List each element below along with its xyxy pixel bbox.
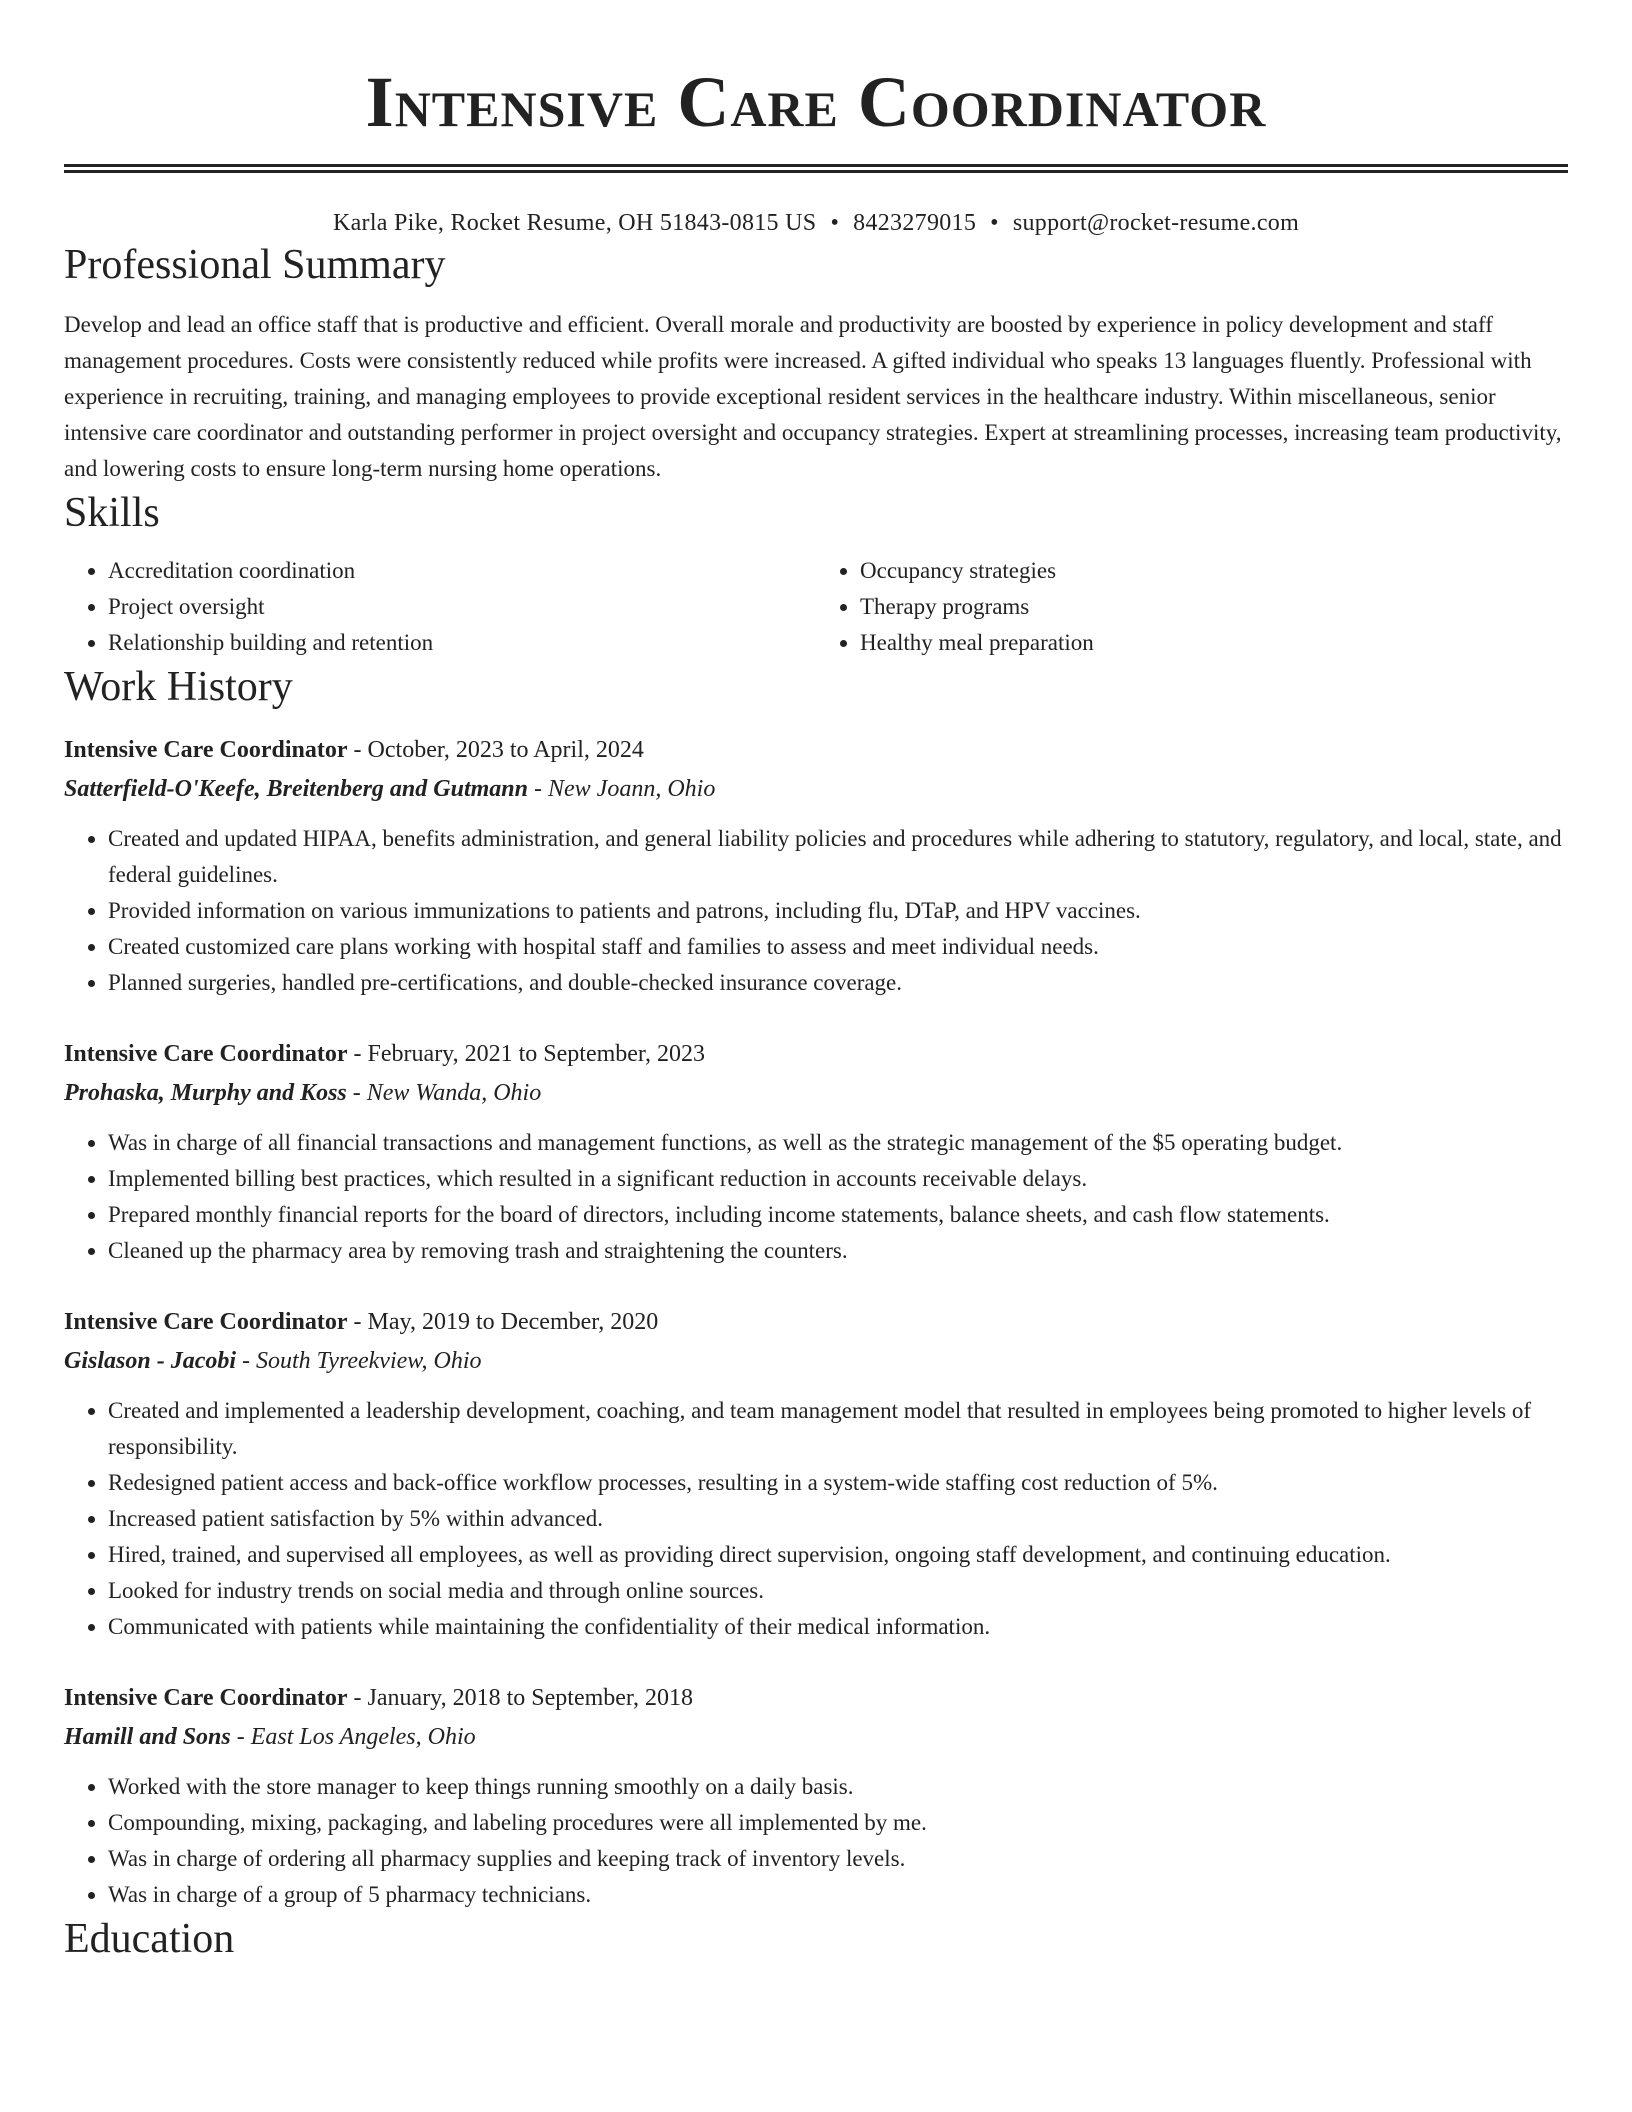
job-header: [64, 1679, 1568, 1717]
job-dash: -: [346, 1080, 367, 1106]
contact-phone: 8423279015: [853, 210, 977, 236]
job-entry: [64, 1679, 1568, 1913]
contact-separator: •: [990, 210, 999, 236]
job-dates: May, 2019 to December, 2020: [367, 1309, 659, 1335]
job-dates: February, 2021 to September, 2023: [367, 1041, 705, 1067]
skill-item: • Healthy meal preparation: [860, 625, 1568, 661]
job-employer: [64, 769, 1568, 809]
skills-column-left: [64, 553, 816, 661]
job-bullets: [64, 1769, 1568, 1913]
job-bullet: • Redesigned patient access and back-office workflow processes, resulting in a system-wide staffing cost reduction of 5%.: [108, 1465, 1568, 1501]
job-company: Gislason - Jacobi: [64, 1348, 237, 1374]
job-bullets: [64, 821, 1568, 1001]
job-dash: -: [347, 1685, 368, 1711]
skill-item: • Therapy programs: [860, 589, 1568, 625]
resume-title: Intensive Care Coordinator: [365, 62, 1267, 142]
job-dates: January, 2018 to September, 2018: [367, 1685, 693, 1711]
work-history-heading: Work History: [64, 664, 293, 710]
job-bullets: [64, 1125, 1568, 1269]
skills-heading: Skills: [64, 490, 160, 536]
title-divider: [64, 164, 1568, 173]
job-bullet: • Prepared monthly financial reports for the board of directors, including income statements, balance sheets, and cash flow statements.: [108, 1197, 1568, 1233]
job-location: New Wanda, Ohio: [366, 1080, 542, 1106]
resume-page: [64, 0, 1568, 1965]
contact-email: support@rocket-resume.com: [1012, 210, 1300, 236]
job-header: [64, 1035, 1568, 1073]
job-bullet: • Created and updated HIPAA, benefits administration, and general liability policies and procedures while adhering to statutory, regulatory, and local, state, and federal guidelines.: [108, 821, 1568, 893]
job-bullet: • Looked for industry trends on social media and through online sources.: [108, 1573, 1568, 1609]
job-dash: -: [347, 1309, 368, 1335]
job-bullet: • Worked with the store manager to keep things running smoothly on a daily basis.: [108, 1769, 1568, 1805]
job-title: Intensive Care Coordinator: [64, 737, 348, 763]
job-employer: [64, 1341, 1568, 1381]
contact-line: [64, 207, 1568, 239]
job-dash: -: [230, 1724, 251, 1750]
job-location: East Los Angeles, Ohio: [250, 1724, 476, 1750]
skills-list: [64, 553, 1568, 661]
job-entry: [64, 731, 1568, 1001]
job-employer: [64, 1717, 1568, 1757]
job-company: Hamill and Sons: [64, 1724, 231, 1750]
job-entry: [64, 1303, 1568, 1645]
job-dash: -: [347, 737, 368, 763]
skills-column-right: [816, 553, 1568, 661]
job-dash: -: [236, 1348, 257, 1374]
job-title: Intensive Care Coordinator: [64, 1685, 348, 1711]
job-location: New Joann, Ohio: [548, 776, 716, 802]
job-bullet: • Compounding, mixing, packaging, and labeling procedures were all implemented by me.: [108, 1805, 1568, 1841]
summary-text: Develop and lead an office staff that is productive and efficient. Overall morale and productivity are boosted by experience in policy development and staff management procedures. Costs were consistently reduced while profits were increased. A gifted individual who speaks 13 languages fluently. Professional with experience in recruiting, training, and managing employees to provide exceptional resident services in the healthcare industry. Within miscellaneous, senior intensive care coordinator and outstanding performer in project oversight and occupancy strategies. Expert at streamlining processes, increasing team productivity, and lowering costs to ensure long-term nursing home operations.: [64, 312, 1562, 481]
job-bullets: [64, 1393, 1568, 1645]
job-bullet: • Planned surgeries, handled pre-certifications, and double-checked insurance coverage.: [108, 965, 1568, 1001]
job-bullet: • Was in charge of all financial transactions and management functions, as well as the strategic management of the $5 operating budget.: [108, 1125, 1568, 1161]
job-employer: [64, 1073, 1568, 1113]
job-bullet: • Created customized care plans working with hospital staff and families to assess and meet individual needs.: [108, 929, 1568, 965]
job-header: [64, 731, 1568, 769]
job-bullet: • Increased patient satisfaction by 5% within advanced.: [108, 1501, 1568, 1537]
skill-item: • Relationship building and retention: [108, 625, 816, 661]
job-location: South Tyreekview, Ohio: [256, 1348, 482, 1374]
job-bullet: • Communicated with patients while maintaining the confidentiality of their medical information.: [108, 1609, 1568, 1645]
job-title: Intensive Care Coordinator: [64, 1041, 348, 1067]
job-bullet: • Cleaned up the pharmacy area by removing trash and straightening the counters.: [108, 1233, 1568, 1269]
job-header: [64, 1303, 1568, 1341]
job-bullet: • Implemented billing best practices, which resulted in a significant reduction in accounts receivable delays.: [108, 1161, 1568, 1197]
job-company: Satterfield-O'Keefe, Breitenberg and Gutmann: [64, 776, 528, 802]
job-bullet: • Was in charge of a group of 5 pharmacy technicians.: [108, 1877, 1568, 1913]
job-entry: [64, 1035, 1568, 1269]
job-bullet: • Created and implemented a leadership development, coaching, and team management model that resulted in employees being promoted to higher levels of responsibility.: [108, 1393, 1568, 1465]
job-bullet: • Provided information on various immunizations to patients and patrons, including flu, DTaP, and HPV vaccines.: [108, 893, 1568, 929]
job-bullet: • Was in charge of ordering all pharmacy supplies and keeping track of inventory levels.: [108, 1841, 1568, 1877]
job-bullet: • Hired, trained, and supervised all employees, as well as providing direct supervision, ongoing staff development, and continuing education.: [108, 1537, 1568, 1573]
contact-address: Karla Pike, Rocket Resume, OH 51843-0815 US: [332, 210, 817, 236]
job-dates: October, 2023 to April, 2024: [367, 737, 644, 763]
summary-heading: Professional Summary: [64, 242, 446, 288]
skill-item: • Accreditation coordination: [108, 553, 816, 589]
job-dash: -: [528, 776, 548, 802]
skill-item: • Project oversight: [108, 589, 816, 625]
education-heading: Education: [64, 1916, 235, 1962]
job-dash: -: [347, 1041, 368, 1067]
skill-item: • Occupancy strategies: [860, 553, 1568, 589]
job-company: Prohaska, Murphy and Koss: [64, 1080, 347, 1106]
contact-separator: •: [830, 210, 840, 236]
job-title: Intensive Care Coordinator: [64, 1309, 348, 1335]
